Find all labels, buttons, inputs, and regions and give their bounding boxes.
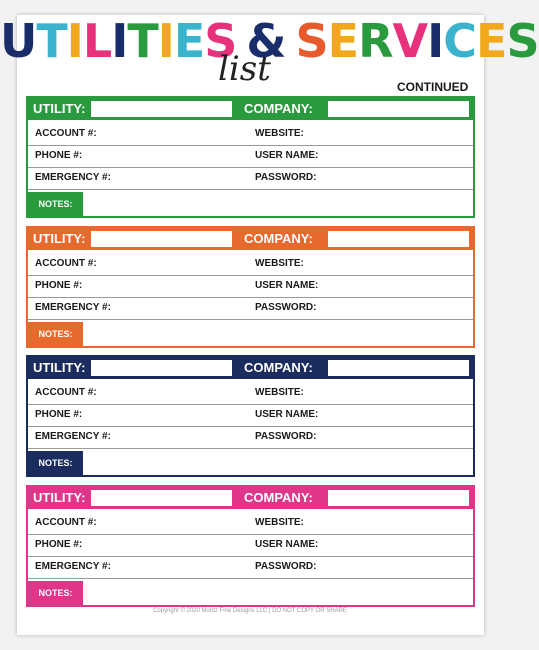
continued-label: CONTINUED	[397, 80, 469, 94]
title-letter: I	[66, 14, 83, 68]
password-label: PASSWORD:	[255, 561, 317, 572]
utility-section	[26, 485, 475, 607]
utility-section	[26, 96, 475, 218]
password-label: PASSWORD:	[255, 172, 317, 183]
phone-row[interactable]	[28, 404, 473, 427]
utility-label: UTILITY:	[33, 231, 86, 246]
notes-label: NOTES:	[28, 581, 83, 605]
section-header	[28, 98, 473, 120]
utility-section	[26, 226, 475, 348]
section-header	[28, 228, 473, 250]
notes-label: NOTES:	[28, 322, 83, 346]
username-label: USER NAME:	[255, 150, 319, 161]
username-label: USER NAME:	[255, 539, 319, 550]
title-letter: S	[295, 14, 328, 68]
phone-row[interactable]	[28, 534, 473, 557]
emergency-row[interactable]	[28, 167, 473, 190]
company-label: COMPANY:	[244, 490, 313, 505]
website-label: WEBSITE:	[255, 258, 304, 269]
account-label: ACCOUNT #:	[35, 258, 97, 269]
utility-field[interactable]	[91, 490, 232, 506]
title-letter: I	[427, 14, 444, 68]
company-label: COMPANY:	[244, 101, 313, 116]
account-label: ACCOUNT #:	[35, 128, 97, 139]
section-header	[28, 487, 473, 509]
utility-section	[26, 355, 475, 477]
emergency-label: EMERGENCY #:	[35, 172, 111, 183]
title-letter: T	[36, 14, 67, 68]
company-field[interactable]	[328, 101, 469, 117]
emergency-row[interactable]	[28, 556, 473, 579]
title-letter: S	[506, 14, 539, 68]
title-letter: C	[443, 14, 477, 68]
account-row[interactable]	[28, 253, 473, 276]
emergency-label: EMERGENCY #:	[35, 302, 111, 313]
account-row[interactable]	[28, 512, 473, 535]
phone-label: PHONE #:	[35, 409, 83, 420]
account-row[interactable]	[28, 123, 473, 146]
title-letter: R	[358, 14, 393, 68]
emergency-label: EMERGENCY #:	[35, 431, 111, 442]
utility-label: UTILITY:	[33, 101, 86, 116]
utility-label: UTILITY:	[33, 360, 86, 375]
account-label: ACCOUNT #:	[35, 517, 97, 528]
website-label: WEBSITE:	[255, 517, 304, 528]
utility-field[interactable]	[91, 101, 232, 117]
company-field[interactable]	[328, 360, 469, 376]
notes-label: NOTES:	[28, 192, 83, 216]
company-label: COMPANY:	[244, 231, 313, 246]
utility-field[interactable]	[91, 231, 232, 247]
phone-label: PHONE #:	[35, 539, 83, 550]
phone-label: PHONE #:	[35, 150, 83, 161]
phone-row[interactable]	[28, 275, 473, 298]
title-letter: S	[204, 14, 237, 68]
title-letter: I	[111, 14, 128, 68]
username-label: USER NAME:	[255, 280, 319, 291]
title-letter: L	[82, 14, 112, 68]
company-field[interactable]	[328, 231, 469, 247]
title-letter: &	[246, 14, 286, 68]
company-field[interactable]	[328, 490, 469, 506]
phone-row[interactable]	[28, 145, 473, 168]
username-label: USER NAME:	[255, 409, 319, 420]
password-label: PASSWORD:	[255, 302, 317, 313]
emergency-row[interactable]	[28, 426, 473, 449]
password-label: PASSWORD:	[255, 431, 317, 442]
title-letter: V	[392, 14, 428, 68]
title-letter: E	[327, 14, 359, 68]
title-script-word: list	[218, 49, 271, 89]
utility-field[interactable]	[91, 360, 232, 376]
title-letter: U	[0, 14, 37, 68]
notes-label: NOTES:	[28, 451, 83, 475]
website-label: WEBSITE:	[255, 387, 304, 398]
emergency-label: EMERGENCY #:	[35, 561, 111, 572]
copyright-footer: Copyright © 2020 Moritz Fine Designs LLC | DO NOT COPY OR SHARE	[153, 608, 347, 614]
utility-label: UTILITY:	[33, 490, 86, 505]
phone-label: PHONE #:	[35, 280, 83, 291]
title-letter: I	[157, 14, 174, 68]
account-row[interactable]	[28, 382, 473, 405]
emergency-row[interactable]	[28, 297, 473, 320]
title-letter: E	[173, 14, 205, 68]
title-letter: T	[127, 14, 158, 68]
section-header	[28, 357, 473, 379]
title-letter: E	[476, 14, 507, 68]
company-label: COMPANY:	[244, 360, 313, 375]
account-label: ACCOUNT #:	[35, 387, 97, 398]
website-label: WEBSITE:	[255, 128, 304, 139]
